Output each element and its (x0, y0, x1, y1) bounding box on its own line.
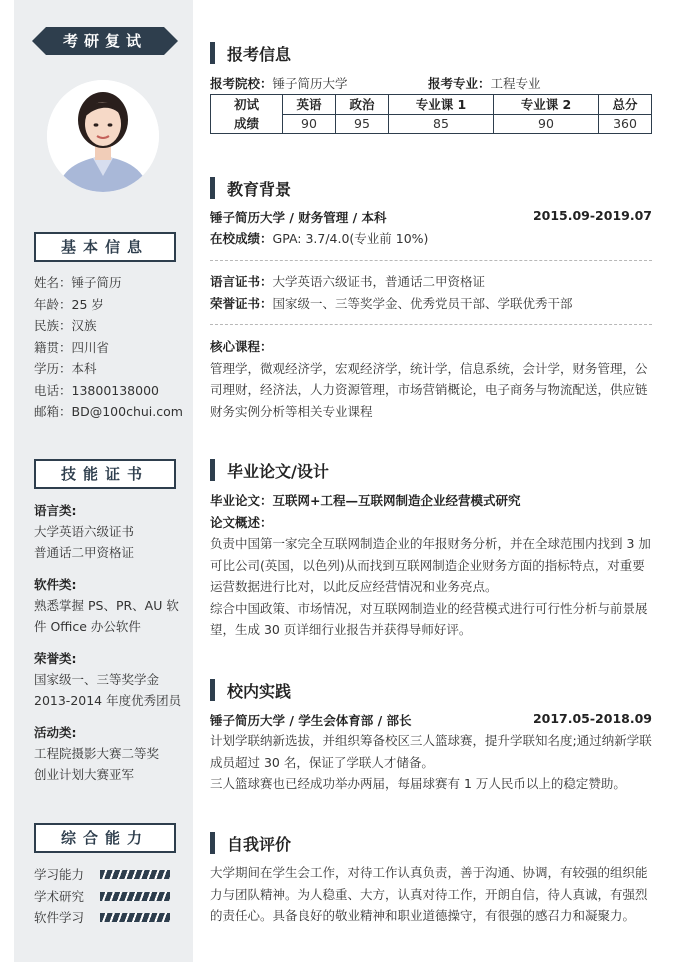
header-banner (32, 27, 178, 55)
campus-period: 2017.05-2018.09 (532, 711, 652, 726)
ability-level-bar (100, 870, 170, 879)
education-courses: 核心课程： 管理学，微观经济学，宏观经济学，统计学，信息系统，会计学，财务管理，公司理财，经济法，人力资源管理，市场营销概论，电子商务与物流配送，供应链财务实例分析等相关专业课程 (210, 339, 648, 419)
score-cell: 90 (493, 114, 598, 134)
info-row-hometown: 籍贯：四川省 (34, 339, 110, 355)
score-col-header: 总分 (599, 95, 652, 115)
education-period: 2015.09-2019.07 (532, 208, 652, 223)
self-evaluation: 大学期间在学生会工作，对待工作认真负责，善于沟通、协调，有较强的组织能力与团队精神。为人稳重、大方，认真对待工作，开朗自信，待人真诚，有强烈的责任心。具备良好的敬业精神和职业道德操守，有很强的感召力和凝聚力。 (210, 865, 648, 923)
skill-group-honors: 荣誉类: 国家级一、三等奖学金 2013-2014 年度优秀团员 (34, 651, 182, 708)
basic-info-heading: 基本信息 (34, 232, 176, 262)
avatar-portrait-image (47, 80, 159, 192)
campus-org-row: 锤子简历大学 / 学生会体育部 / 部长 2017.05-2018.09 (210, 711, 652, 728)
divider (210, 260, 652, 261)
basic-info-list (34, 272, 183, 423)
score-col-header: 专业课 1 (388, 95, 493, 115)
info-row-name: 姓名：锤子简历 (34, 275, 122, 290)
divider (210, 324, 652, 325)
section-apply-heading: 报考信息 (210, 42, 291, 64)
section-self-heading: 自我评价 (210, 832, 291, 854)
heading-accent-bar (210, 459, 215, 481)
heading-accent-bar (210, 177, 215, 199)
score-row-header: 初试 成绩 (211, 95, 283, 134)
section-campus-heading: 校内实践 (210, 679, 291, 701)
ability-level-bar (100, 913, 170, 922)
banner-title: 考研复试 (62, 32, 147, 50)
info-row-age: 年龄：25 岁 (34, 296, 104, 312)
education-school-row: 锤子简历大学 / 财务管理 / 本科 2015.09-2019.07 (210, 208, 652, 225)
campus-content: 计划学联纳新选拔，并组织筹备校区三人篮球赛，提升学联知名度;通过纳新学联成员超过 30 名，保证了学联人才储备。 三人篮球赛也已经成功举办两届，每届球赛有 1 万人民币以上的稳定赞助。 (210, 733, 652, 791)
section-education-heading: 教育背景 (210, 177, 291, 199)
section-thesis-heading: 毕业论文/设计 (210, 459, 329, 481)
heading-accent-bar (210, 679, 215, 701)
ability-level-bar (100, 892, 170, 901)
score-cell: 85 (388, 114, 493, 134)
skill-group-activities: 活动类: 工程院摄影大赛二等奖 创业计划大赛亚军 (34, 725, 160, 782)
score-col-header: 专业课 2 (493, 95, 598, 115)
avatar (47, 80, 159, 192)
thesis-content: 毕业论文：互联网+工程—互联网制造企业经营模式研究 论文概述： 负责中国第一家完全互联网制造企业的年报财务分析，并在全球范围内找到 3 加可比公司(英国，以色列)从而找到互联网制造企业财务方面的指标特点，对重要运营数据进行比对，以此反应经营情况和业务亮点。 综合中国政策、市场情况，对互联网制造业的经营模式进行可行性分析与前景展望，生成 30 页详细行业报告并获得导师好评。 (210, 493, 651, 637)
score-cell: 95 (335, 114, 388, 134)
skill-group-software: 软件类: 熟悉掌握 PS、PR、AU 软 件 Office 办公软件 (34, 577, 179, 634)
ability-row: 学术研究 (34, 886, 170, 908)
heading-accent-bar (210, 832, 215, 854)
score-cell: 360 (599, 114, 652, 134)
education-gpa: 在校成绩：GPA: 3.7/4.0(专业前 10%) (210, 231, 429, 246)
skills-heading: 技能证书 (34, 459, 176, 489)
info-row-education: 学历：本科 (34, 361, 97, 376)
heading-accent-bar (210, 42, 215, 64)
ability-row: 学习能力 (34, 864, 170, 886)
ability-row: 软件学习 (34, 907, 170, 929)
info-row-phone: 电话：13800138000 (34, 382, 159, 398)
score-col-header: 英语 (283, 95, 336, 115)
score-table (210, 94, 652, 134)
education-certificates: 语言证书：大学英语六级证书，普通话二甲资格证 荣誉证书：国家级一、三等奖学金、优秀党员干部、学联优秀干部 (210, 274, 573, 311)
apply-info-line: 报考院校：锤子简历大学 报考专业：工程专业 (210, 76, 541, 91)
score-cell: 90 (283, 114, 336, 134)
info-row-email: 邮箱：BD@100chui.com (34, 404, 183, 419)
info-row-ethnicity: 民族：汉族 (34, 318, 97, 333)
skill-group-language: 语言类: 大学英语六级证书 普通话二甲资格证 (34, 503, 135, 560)
ability-heading: 综合能力 (34, 823, 176, 853)
score-col-header: 政治 (335, 95, 388, 115)
ability-list (34, 864, 170, 929)
